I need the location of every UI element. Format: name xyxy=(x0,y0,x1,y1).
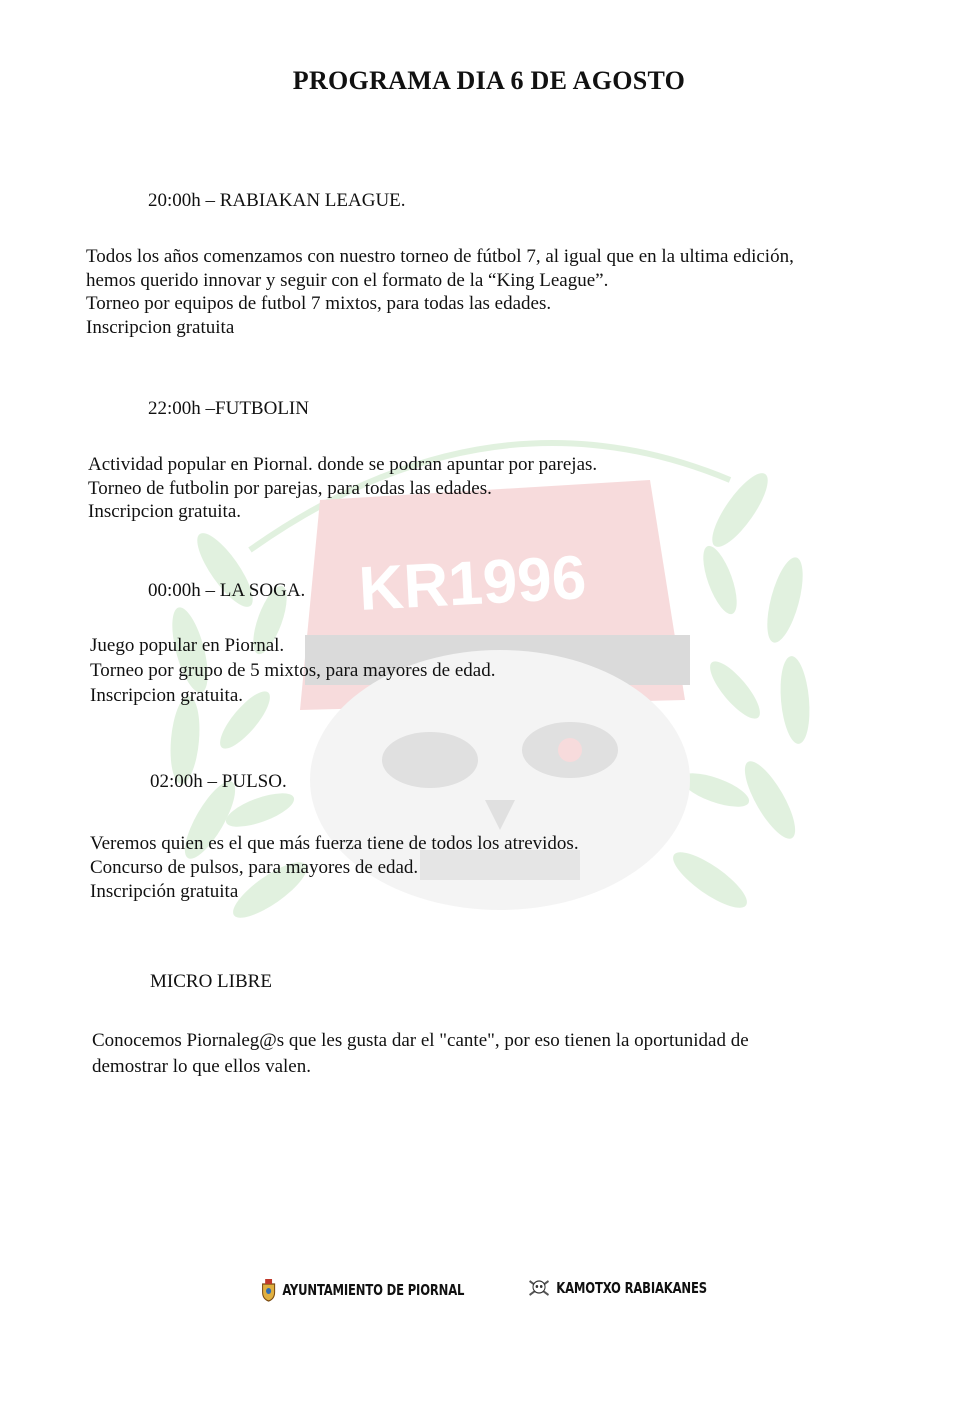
body-line: Actividad popular en Piornal. donde se podran apuntar por parejas. xyxy=(88,454,598,475)
section-heading-micro-libre: MICRO LIBRE xyxy=(150,971,272,992)
section-heading-futbolin: 22:00h –FUTBOLIN xyxy=(148,398,309,419)
body-line: Inscripción gratuita xyxy=(90,881,239,902)
footer-kamotxo xyxy=(527,1278,707,1298)
footer-left-label: AYUNTAMIENTO DE PIORNAL xyxy=(282,1281,465,1299)
body-line: demostrar lo que ellos valen. xyxy=(92,1056,311,1077)
body-line: Torneo por equipos de futbol 7 mixtos, para todas las edades. xyxy=(86,293,552,314)
body-line: Torneo de futbolin por parejas, para todas las edades. xyxy=(88,477,492,499)
body-line: Inscripcion gratuita. xyxy=(88,501,242,522)
body-line: Inscripcion gratuita. xyxy=(90,685,244,706)
section-body-pulso xyxy=(90,832,579,904)
section-heading-pulso: 02:00h – PULSO. xyxy=(150,771,287,792)
section-heading-rabiakan-league: 20:00h – RABIAKAN LEAGUE. xyxy=(148,190,406,211)
section-body-futbolin xyxy=(88,453,597,524)
body-line: Torneo por grupo de 5 mixtos, para mayores de edad. xyxy=(90,660,496,681)
watermark-text: KR1996 xyxy=(357,543,588,624)
body-line: Concurso de pulsos, para mayores de edad. xyxy=(90,857,419,878)
body-line: Juego popular en Piornal. xyxy=(90,635,285,656)
section-body-rabiakan-league xyxy=(86,245,794,339)
body-line: Inscripcion gratuita xyxy=(86,316,235,338)
page-title: PROGRAMA DIA 6 DE AGOSTO xyxy=(292,66,686,95)
coat-of-arms-icon xyxy=(260,1278,277,1302)
section-body-micro-libre xyxy=(92,1028,749,1080)
footer-ayuntamiento xyxy=(260,1278,464,1302)
skull-crossbones-icon xyxy=(527,1278,551,1298)
section-heading-la-soga: 00:00h – LA SOGA. xyxy=(148,580,306,601)
body-line: hemos querido innovar y seguir con el formato de la “King League”. xyxy=(86,269,609,291)
body-line: Conocemos Piornaleg@s que les gusta dar el "cante", por eso tienen la oportunidad de xyxy=(92,1030,749,1051)
footer-right-label: KAMOTXO RABIAKANES xyxy=(556,1279,707,1297)
section-body-la-soga xyxy=(90,633,495,708)
body-line: Veremos quien es el que más fuerza tiene de todos los atrevidos. xyxy=(90,833,579,854)
body-line: Todos los años comenzamos con nuestro torneo de fútbol 7, al igual que en la ultima edición, xyxy=(86,246,794,267)
